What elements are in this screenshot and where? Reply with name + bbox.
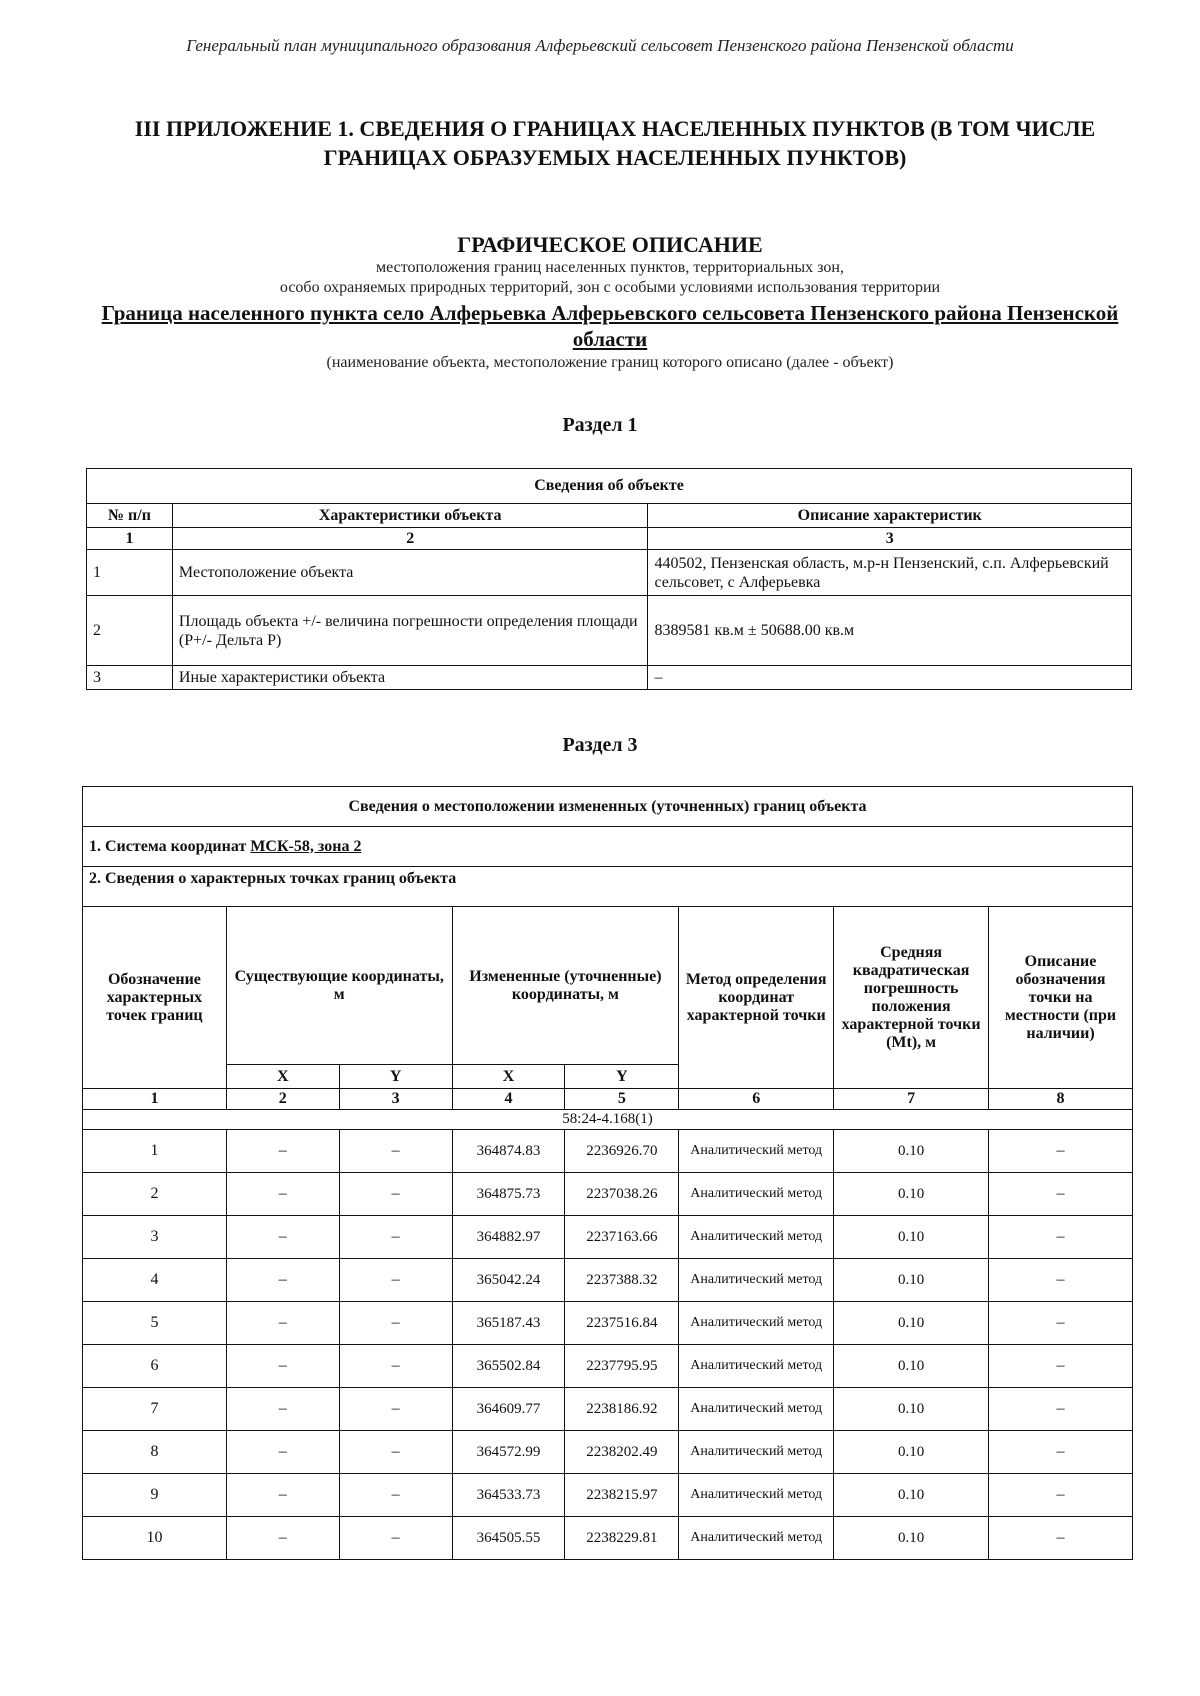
method-cell: Аналитический метод [679,1130,834,1173]
error-value: 0.10 [834,1431,989,1474]
existing-y: – [339,1302,452,1345]
col-number: 1 [83,1089,227,1110]
points-table-title: Сведения о местоположении измененных (уточненных) границ объекта [83,787,1133,827]
existing-y: – [339,1216,452,1259]
error-value: 0.10 [834,1302,989,1345]
points-body [83,1130,1133,1560]
graphic-description-block [80,232,1140,374]
header-number: № п/п [87,504,173,528]
graphic-subtitle-1: местоположения границ населенных пунктов, территориальных зон, [376,259,844,276]
error-value: 0.10 [834,1517,989,1560]
existing-y: – [339,1388,452,1431]
header-x: X [452,1065,565,1089]
col-number: 6 [679,1089,834,1110]
boundary-points-table [82,786,1133,1560]
header-characteristic: Характеристики объекта [172,504,648,528]
point-description: – [989,1431,1133,1474]
point-number: 4 [83,1259,227,1302]
existing-x: – [226,1259,339,1302]
header-description: Описание характеристик [648,504,1132,528]
existing-x: – [226,1517,339,1560]
header-error: Средняя квадратическая погрешность положения характерной точки (Mt), м [834,907,989,1089]
existing-x: – [226,1130,339,1173]
table-row [83,1431,1133,1474]
changed-y: 2237795.95 [565,1345,679,1388]
header-changed-coords: Измененные (уточненные) координаты, м [452,907,679,1065]
changed-y: 2238215.97 [565,1474,679,1517]
table-row [83,1259,1133,1302]
existing-y: – [339,1474,452,1517]
col-number: 5 [565,1089,679,1110]
changed-y: 2237388.32 [565,1259,679,1302]
object-info-table [86,468,1132,690]
row-number: 1 [87,550,173,596]
method-cell: Аналитический метод [679,1345,834,1388]
section-1-heading: Раздел 1 [562,414,638,436]
header-x: X [226,1065,339,1089]
existing-y: – [339,1173,452,1216]
changed-y: 2236926.70 [565,1130,679,1173]
point-number: 7 [83,1388,227,1431]
header-existing-coords: Существующие координаты, м [226,907,452,1065]
header-point: Обозначение характерных точек границ [83,907,227,1089]
changed-y: 2237516.84 [565,1302,679,1345]
method-cell: Аналитический метод [679,1388,834,1431]
col-number: 8 [989,1089,1133,1110]
existing-x: – [226,1388,339,1431]
chapter-title: III ПРИЛОЖЕНИЕ 1. СВЕДЕНИЯ О ГРАНИЦАХ НАСЕЛЕННЫХ ПУНКТОВ (В ТОМ ЧИСЛЕ ГРАНИЦАХ ОБРАЗУЕМЫХ НАСЕЛЕННЫХ ПУНКТОВ) [134,116,1096,170]
existing-x: – [226,1216,339,1259]
coord-system-value: МСК-58, зона 2 [250,837,362,855]
table-row [83,1302,1133,1345]
row-characteristic: Иные характеристики объекта [172,666,648,690]
row-characteristic: Местоположение объекта [172,550,648,596]
changed-x: 365042.24 [452,1259,565,1302]
changed-y: 2238229.81 [565,1517,679,1560]
point-description: – [989,1302,1133,1345]
point-description: – [989,1345,1133,1388]
point-description: – [989,1474,1133,1517]
point-description: – [989,1259,1133,1302]
existing-y: – [339,1130,452,1173]
error-value: 0.10 [834,1130,989,1173]
point-number: 10 [83,1517,227,1560]
changed-x: 365502.84 [452,1345,565,1388]
existing-y: – [339,1431,452,1474]
method-cell: Аналитический метод [679,1474,834,1517]
point-description: – [989,1173,1133,1216]
table-row [87,666,1132,690]
point-description: – [989,1517,1133,1560]
error-value: 0.10 [834,1216,989,1259]
coord-system-row [83,827,1133,867]
method-cell: Аналитический метод [679,1259,834,1302]
coord-system-label: 1. Система координат [89,837,251,855]
col-number: 3 [339,1089,452,1110]
col-number: 2 [226,1089,339,1110]
existing-x: – [226,1345,339,1388]
changed-x: 365187.43 [452,1302,565,1345]
point-number: 5 [83,1302,227,1345]
row-value: 440502, Пензенская область, м.р-н Пензенский, с.п. Алферьевский сельсовет, с Алферьевка [648,550,1132,596]
existing-y: – [339,1345,452,1388]
row-value: 8389581 кв.м ± 50688.00 кв.м [648,596,1132,666]
table-row [83,1216,1133,1259]
existing-x: – [226,1474,339,1517]
point-number: 9 [83,1474,227,1517]
contour-label: 58:24-4.168(1) [83,1110,1133,1130]
point-description: – [989,1130,1133,1173]
object-table-title: Сведения об объекте [87,469,1132,504]
col-number: 4 [452,1089,565,1110]
changed-x: 364882.97 [452,1216,565,1259]
existing-x: – [226,1173,339,1216]
point-description: – [989,1216,1133,1259]
table-row [83,1130,1133,1173]
point-number: 8 [83,1431,227,1474]
existing-y: – [339,1517,452,1560]
table-row [83,1173,1133,1216]
header-y: Y [565,1065,679,1089]
graphic-subtitle-2: особо охраняемых природных территорий, зон с особыми условиями использования территории [279,279,941,296]
changed-x: 364874.83 [452,1130,565,1173]
table-row [87,596,1132,666]
header-method: Метод определения координат характерной точки [679,907,834,1089]
method-cell: Аналитический метод [679,1431,834,1474]
table-row [83,1388,1133,1431]
graphic-title: ГРАФИЧЕСКОЕ ОПИСАНИЕ [457,232,763,257]
point-number: 2 [83,1173,227,1216]
changed-x: 364875.73 [452,1173,565,1216]
running-header: Генеральный план муниципального образования Алферьевский сельсовет Пензенского района Пензенской области [186,36,1014,55]
section-3-heading: Раздел 3 [562,734,638,756]
changed-y: 2237038.26 [565,1173,679,1216]
error-value: 0.10 [834,1345,989,1388]
point-number: 3 [83,1216,227,1259]
object-name: Граница населенного пункта село Алферьевка Алферьевского сельсовета Пензенского района Пензенской области [101,301,1119,351]
header-y: Y [339,1065,452,1089]
method-cell: Аналитический метод [679,1302,834,1345]
row-value: – [648,666,1132,690]
point-number: 6 [83,1345,227,1388]
row-characteristic: Площадь объекта +/- величина погрешности определения площади (Р+/- Дельта Р) [172,596,648,666]
error-value: 0.10 [834,1474,989,1517]
col-number: 2 [172,528,648,550]
header-point-description: Описание обозначения точки на местности (при наличии) [989,907,1133,1089]
method-cell: Аналитический метод [679,1216,834,1259]
col-number: 3 [648,528,1132,550]
existing-x: – [226,1431,339,1474]
col-number: 7 [834,1089,989,1110]
point-description: – [989,1388,1133,1431]
changed-x: 364609.77 [452,1388,565,1431]
changed-y: 2238186.92 [565,1388,679,1431]
col-number: 1 [87,528,173,550]
error-value: 0.10 [834,1173,989,1216]
point-number: 1 [83,1130,227,1173]
error-value: 0.10 [834,1388,989,1431]
changed-x: 364533.73 [452,1474,565,1517]
table-row [83,1474,1133,1517]
changed-y: 2238202.49 [565,1431,679,1474]
method-cell: Аналитический метод [679,1173,834,1216]
changed-y: 2237163.66 [565,1216,679,1259]
table-row [87,550,1132,596]
row-number: 3 [87,666,173,690]
row-number: 2 [87,596,173,666]
object-note: (наименование объекта, местоположение границ которого описано (далее - объект) [326,354,894,371]
error-value: 0.10 [834,1259,989,1302]
table-row [83,1517,1133,1560]
existing-y: – [339,1259,452,1302]
table-row [83,1345,1133,1388]
method-cell: Аналитический метод [679,1517,834,1560]
existing-x: – [226,1302,339,1345]
points-label: 2. Сведения о характерных точках границ объекта [83,867,1133,907]
changed-x: 364505.55 [452,1517,565,1560]
changed-x: 364572.99 [452,1431,565,1474]
